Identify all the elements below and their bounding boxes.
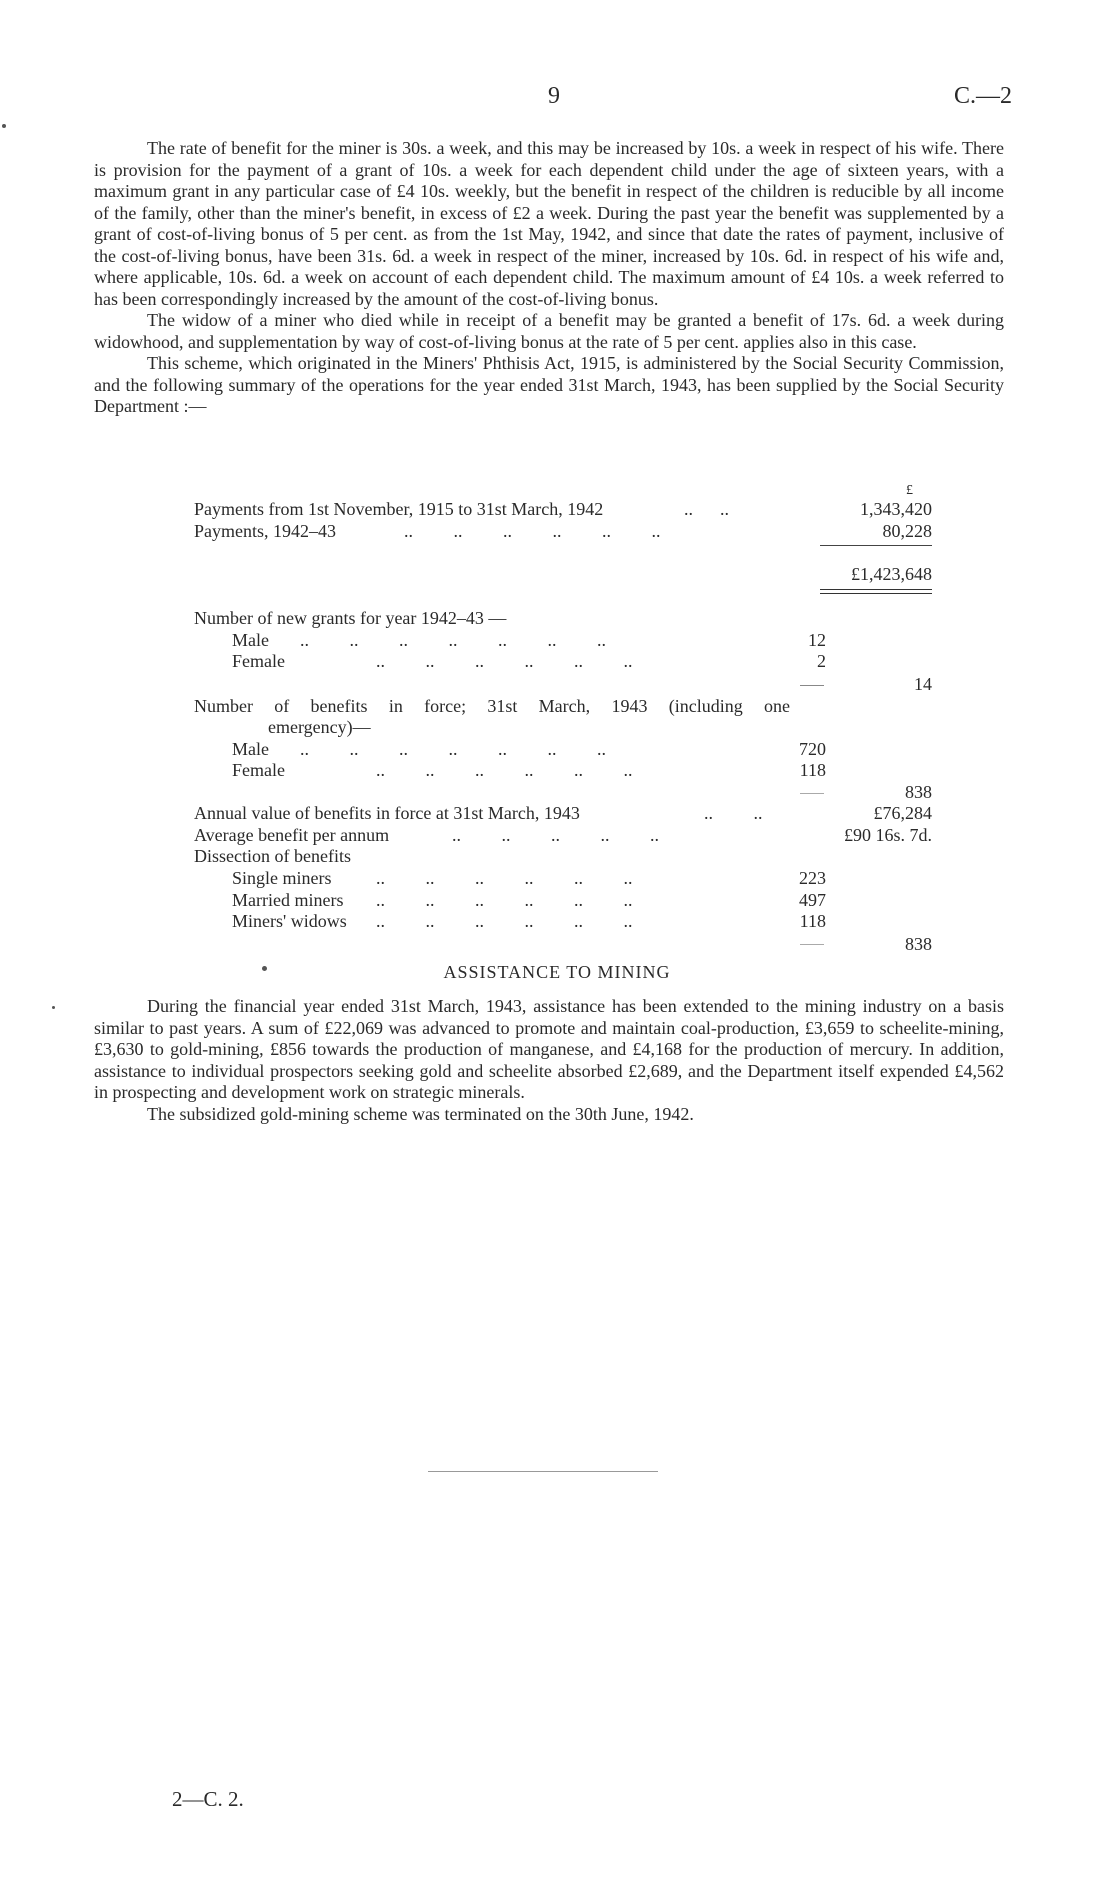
new-grants-total: 14 bbox=[914, 674, 932, 694]
benefits-in-force-rule bbox=[800, 793, 824, 794]
payments-1942-43-dots: .. .. .. .. .. .. bbox=[404, 521, 661, 541]
benefits-in-force-male-label: Male bbox=[232, 739, 269, 759]
benefits-in-force-female-dots: .. .. .. .. .. .. bbox=[376, 760, 633, 780]
payments-1942-43-label: Payments, 1942–43 bbox=[194, 521, 336, 541]
payments-1942-43-value: 80,228 bbox=[882, 521, 932, 541]
new-grants-male-dots: .. .. .. .. .. .. .. bbox=[300, 630, 606, 650]
annual-value-label: Annual value of benefits in force at 31st March, 1943 bbox=[194, 803, 580, 823]
paragraph-scheme: This scheme, which originated in the Miners' Phthisis Act, 1915, is administered by the Social Security Commission, and the following summary of the operations for the year ended 31st March, 1943, has been supplied by the Social Security Department :— bbox=[94, 353, 1004, 416]
benefits-in-force-male-value: 720 bbox=[799, 739, 826, 759]
payments-total-double-rule bbox=[820, 589, 932, 594]
assistance-text bbox=[94, 996, 1004, 1125]
paragraph-subsidized-scheme: The subsidized gold-mining scheme was terminated on the 30th June, 1942. bbox=[147, 1103, 694, 1124]
benefits-in-force-female-label: Female bbox=[232, 760, 285, 780]
payments-1915-1942-label: Payments from 1st November, 1915 to 31st March, 1942 bbox=[194, 499, 604, 519]
average-benefit-dots: .. .. .. .. .. bbox=[452, 825, 659, 845]
paragraph-assistance: During the financial year ended 31st March, 1943, assistance has been extended to the mining industry on a basis similar to past years. A sum of £22,069 was advanced to promote and maintain coal-production, £3,659 to scheelite-mining, £3,630 to gold-mining, £856 towards the production of manganese, and £4,168 for the production of mercury. In addition, assistance to individual prospectors seeking gold and scheelite absorbed £2,689, and the Department itself expended £4,562 in prospecting and development work on strategic minerals. bbox=[94, 996, 1004, 1102]
average-benefit-label: Average benefit per annum bbox=[194, 825, 390, 845]
dissection-total: 838 bbox=[905, 934, 932, 954]
annual-value: £76,284 bbox=[873, 803, 932, 823]
benefits-in-force-heading-cont: emergency)— bbox=[268, 717, 371, 737]
annual-value-dots: .. .. bbox=[704, 803, 763, 823]
margin-mark bbox=[52, 1006, 55, 1009]
new-grants-female-value: 2 bbox=[817, 651, 826, 671]
page-number: 9 bbox=[548, 83, 560, 109]
dissection-widows-value: 118 bbox=[799, 911, 826, 931]
dissection-widows-dots: .. .. .. .. .. .. bbox=[376, 911, 633, 931]
dissection-single-label: Single miners bbox=[232, 868, 332, 888]
document-reference: C.—2 bbox=[954, 83, 1013, 109]
payments-total: £1,423,648 bbox=[851, 564, 932, 584]
new-grants-female-label: Female bbox=[232, 651, 285, 671]
benefits-in-force-heading: Number of benefits in force; 31st March, 1943 (including one bbox=[194, 696, 790, 716]
dissection-married-value: 497 bbox=[799, 890, 826, 910]
average-benefit-value: £90 16s. 7d. bbox=[843, 825, 932, 845]
section-heading: ASSISTANCE TO MINING bbox=[443, 962, 671, 982]
dissection-single-value: 223 bbox=[799, 868, 826, 888]
new-grants-rule bbox=[800, 685, 824, 686]
signature-mark: 2—C. 2. bbox=[172, 1787, 244, 1811]
paragraph-widow: The widow of a miner who died while in receipt of a benefit may be granted a benefit of 17s. 6d. a week during widowhood, and supplementation by way of cost-of-living bonus at the rate of 5 per cent. applies also in this case. bbox=[94, 310, 1004, 352]
dissection-single-dots: .. .. .. .. .. .. bbox=[376, 868, 633, 888]
payments-1915-1942-dots: .. .. bbox=[684, 499, 729, 519]
currency-header: £ bbox=[906, 483, 913, 498]
dissection-married-dots: .. .. .. .. .. .. bbox=[376, 890, 633, 910]
new-grants-female-dots: .. .. .. .. .. .. bbox=[376, 651, 633, 671]
new-grants-male-label: Male bbox=[232, 630, 269, 650]
closing-rule bbox=[428, 1471, 658, 1472]
dissection-widows-label: Miners' widows bbox=[232, 911, 347, 931]
new-grants-male-value: 12 bbox=[808, 630, 826, 650]
paragraph-benefit-rate: The rate of benefit for the miner is 30s. a week, and this may be increased by 10s. a week in respect of his wife. There is provision for the payment of a grant of 10s. a week for each dependent child under the age of sixteen years, with a maximum grant in any particular case of £4 10s. weekly, but the benefit in respect of the children is reducible by all income of the family, other than the miner's benefit, in excess of £2 a week. During the past year the benefit was supplemented by a grant of cost-of-living bonus of 5 per cent. as from the 1st May, 1942, and since that date the rates of payment, inclusive of the cost-of-living bonus, have been 31s. 6d. a week in respect of the miner, increased by 10s. 6d. in respect of his wife and, where applicable, 10s. 6d. a week on account of each dependent child. The maximum amount of £4 10s. a week referred to has been correspondingly increased by the amount of the cost-of-living bonus. bbox=[94, 138, 1004, 309]
payments-1915-1942-value: 1,343,420 bbox=[860, 499, 932, 519]
payments-subtotal-rule bbox=[820, 545, 932, 546]
dissection-heading: Dissection of benefits bbox=[194, 846, 351, 866]
benefits-in-force-female-value: 118 bbox=[799, 760, 826, 780]
benefits-in-force-total: 838 bbox=[905, 782, 932, 802]
dissection-married-label: Married miners bbox=[232, 890, 344, 910]
new-grants-heading: Number of new grants for year 1942–43 — bbox=[194, 608, 507, 628]
margin-mark bbox=[2, 124, 6, 128]
dissection-rule bbox=[800, 944, 824, 945]
benefits-in-force-male-dots: .. .. .. .. .. .. .. bbox=[300, 739, 606, 759]
intro-text bbox=[94, 138, 1004, 418]
